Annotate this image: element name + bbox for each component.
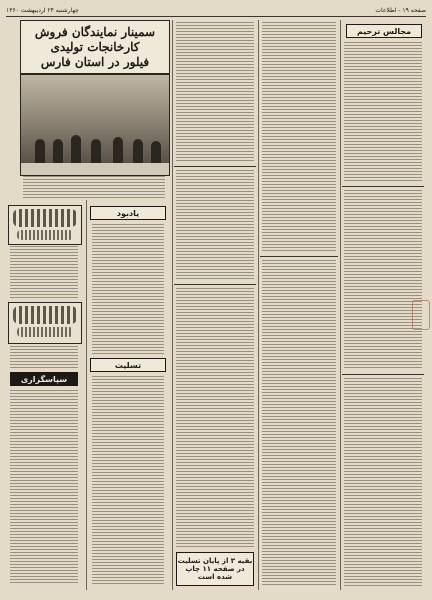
- photo-caption: [20, 176, 168, 198]
- headline-line-1: سمینار نمایندگان فروش: [34, 24, 156, 39]
- page-number: صفحه ۱۹ - اطلاعات: [375, 6, 426, 14]
- headline-line-2: کارخانجات تولیدی: [50, 39, 140, 54]
- feature-headline: [20, 20, 170, 74]
- issue-date: چهارشنبه ۲۴ اردیبهشت ۱۳۶۰: [6, 6, 79, 14]
- feature-photo: [20, 74, 170, 176]
- section-tasliat: [90, 358, 166, 372]
- majales-tarhim-title: مجالس ترحیم: [356, 26, 412, 36]
- section-majales-tarhim: [346, 24, 422, 38]
- continuation-line-2: در صفحه ۱۱ چاپ شده است: [185, 565, 245, 581]
- tasliat-title: تسلیت: [114, 360, 142, 370]
- stamp-mark: [412, 300, 430, 330]
- section-sepasgozari: [10, 372, 78, 386]
- section-yadbood: [90, 206, 166, 220]
- continuation-note: [176, 552, 254, 586]
- continuation-line-1: بقیه ۳ از پایان تسلیت: [177, 557, 253, 565]
- calligraphy-notice-1: [8, 205, 82, 245]
- sepasgozari-title: سپاسگزاری: [20, 374, 68, 384]
- yadbood-title: یادبود: [116, 208, 140, 218]
- masthead: [6, 4, 426, 17]
- calligraphy-notice-2: [8, 302, 82, 344]
- headline-line-3: فیلور در استان فارس: [40, 54, 150, 69]
